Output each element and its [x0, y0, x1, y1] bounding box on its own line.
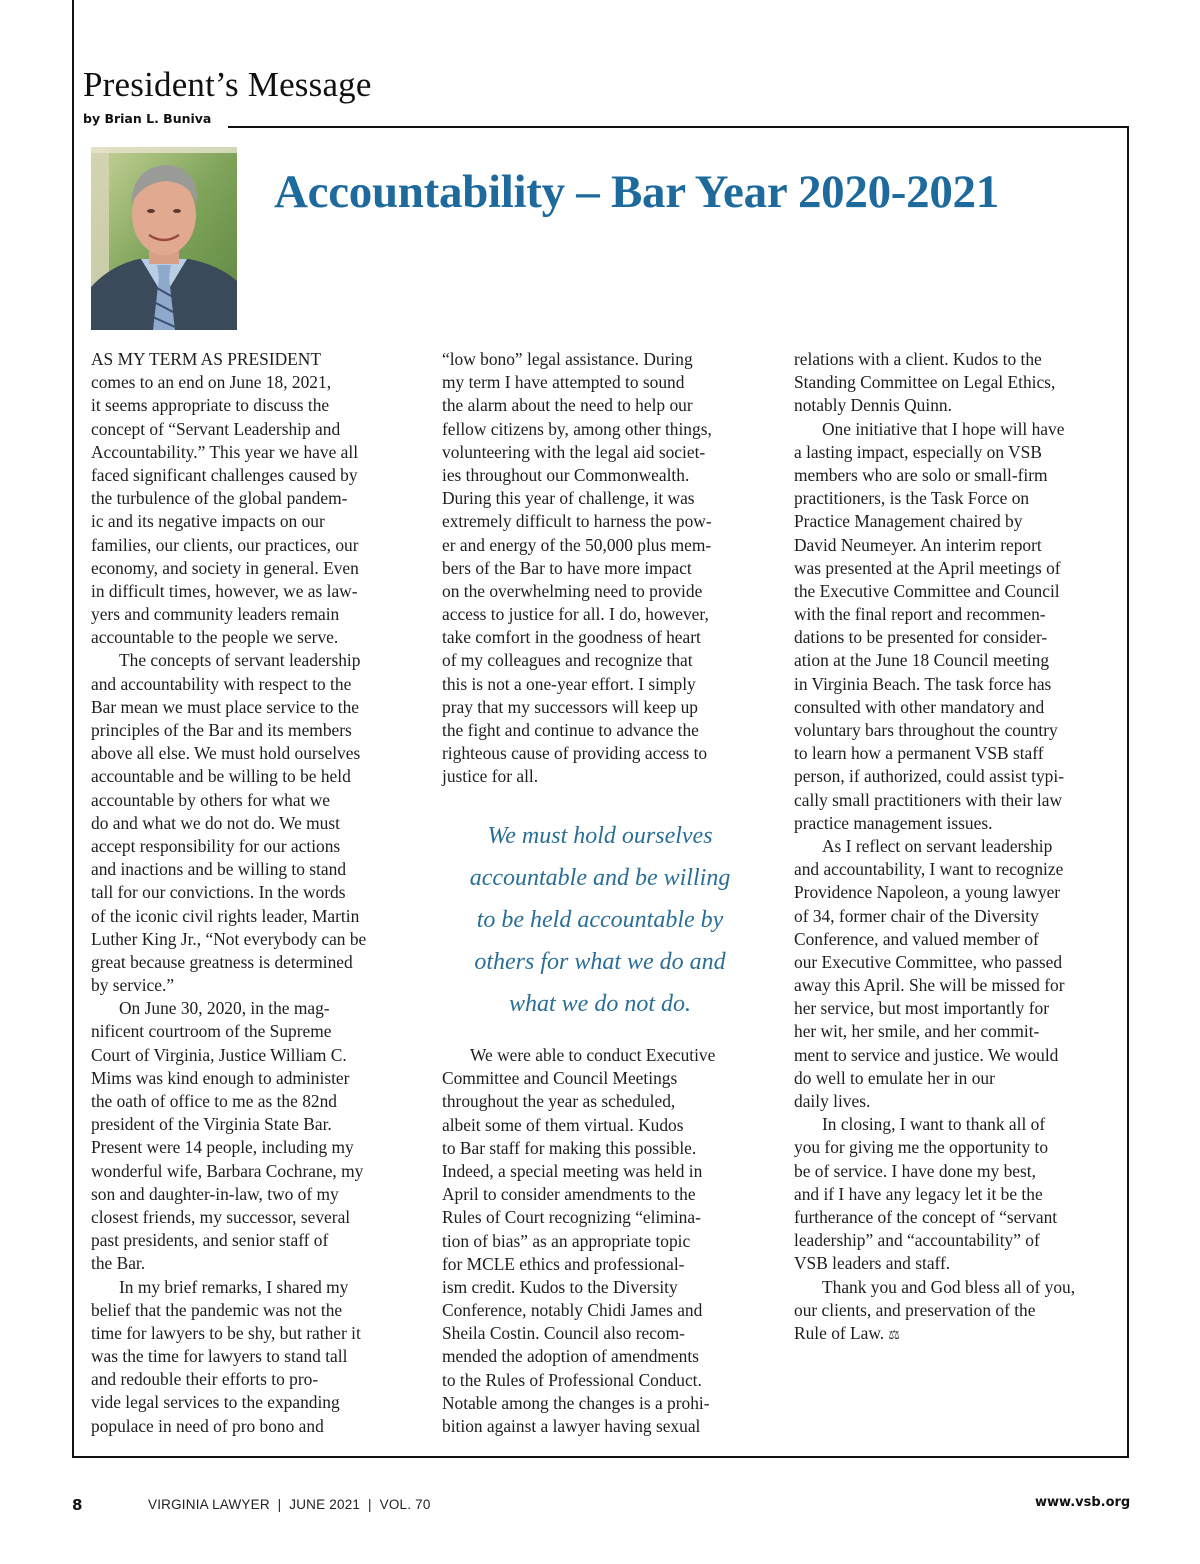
text-line: accountable to the people we serve.	[91, 627, 339, 648]
text-line: AS MY TERM AS PRESIDENT	[91, 349, 321, 369]
text-line: belief that the pandemic was not the	[91, 1299, 343, 1320]
frame-top-rule	[228, 126, 1128, 128]
pull-quote-line: We must hold ourselves	[487, 823, 713, 849]
text-line: notably Dennis Quinn.	[794, 395, 952, 416]
text-line: be of service. I have done my best,	[794, 1160, 1036, 1181]
text-line: members who are solo or small-firm	[794, 464, 1048, 485]
text-line: our clients, and preservation of the	[794, 1299, 1036, 1320]
text-line: daily lives.	[794, 1091, 871, 1111]
text-line: the oath of office to me as the 82nd	[91, 1091, 337, 1111]
text-line: Indeed, a special meeting was held in	[442, 1160, 703, 1181]
text-line: ies throughout our Commonwealth.	[442, 464, 690, 485]
text-line: the fight and continue to advance the	[442, 720, 699, 740]
text-line: consulted with other mandatory and	[794, 696, 1045, 717]
text-line: her service, but most importantly for	[794, 998, 1050, 1019]
text-line: Present were 14 people, including my	[91, 1137, 354, 1158]
text-line: accountable by others for what we	[91, 789, 331, 810]
text-line: On June 30, 2020, in the mag-	[119, 998, 330, 1019]
text-line: Court of Virginia, Justice William C.	[91, 1044, 347, 1065]
article-column-3	[794, 348, 1124, 1345]
text-line: person, if authorized, could assist typi-	[794, 766, 1064, 787]
text-line: closest friends, my successor, several	[91, 1206, 351, 1227]
text-line: Providence Napoleon, a young lawyer	[794, 882, 1061, 903]
text-line: in difficult times, however, we as law-	[91, 580, 358, 601]
text-line: The concepts of servant leadership	[119, 650, 361, 671]
text-line: was the time for lawyers to stand tall	[91, 1346, 348, 1367]
text-line: volunteering with the legal aid societ-	[442, 441, 706, 462]
text-line: accept responsibility for our actions	[91, 835, 341, 856]
publication-info: VIRGINIA LAWYER | JUNE 2021 | VOL. 70	[148, 1497, 431, 1512]
text-line: Notable among the changes is a prohi-	[442, 1392, 710, 1413]
text-line: of my colleagues and recognize that	[442, 650, 693, 671]
text-line: yers and community leaders remain	[91, 604, 340, 625]
text-line: ism credit. Kudos to the Diversity	[442, 1276, 678, 1297]
text-line: families, our clients, our practices, our	[91, 534, 359, 555]
text-line: voluntary bars throughout the country	[794, 720, 1058, 740]
text-line: the Bar.	[91, 1253, 146, 1274]
pull-quote-line: what we do not do.	[508, 991, 691, 1017]
text-line: justice for all.	[442, 766, 539, 787]
text-line: tall for our convictions. In the words	[91, 882, 346, 903]
text-line: past presidents, and senior staff of	[91, 1230, 329, 1251]
text-line: cally small practitioners with their law	[794, 789, 1063, 810]
text-line: comes to an end on June 18, 2021,	[91, 372, 332, 393]
text-line: pray that my successors will keep up	[442, 696, 698, 717]
text-line: ic and its negative impacts on our	[91, 511, 325, 532]
text-line: economy, and society in general. Even	[91, 557, 359, 578]
text-line: As I reflect on servant leadership	[822, 835, 1053, 856]
article-column-1	[91, 348, 421, 1438]
text-line: Committee and Council Meetings	[442, 1068, 678, 1089]
pull-quote-line: to be held accountable by	[476, 907, 724, 933]
text-line: my term I have attempted to sound	[442, 372, 685, 393]
text-line: principles of the Bar and its members	[91, 720, 352, 740]
text-line: bers of the Bar to have more impact	[442, 557, 692, 578]
text-line: in Virginia Beach. The task force has	[794, 673, 1052, 694]
text-line: with the final report and recommen-	[794, 604, 1046, 625]
text-line: to the Rules of Professional Conduct.	[442, 1369, 702, 1390]
text-line: April to consider amendments to the	[442, 1184, 696, 1205]
text-line: the alarm about the need to help our	[442, 395, 693, 416]
text-line: righteous cause of providing access to	[442, 743, 708, 764]
text-line: er and energy of the 50,000 plus mem-	[442, 534, 712, 555]
text-line: Practice Management chaired by	[794, 511, 1023, 532]
text-line: ation at the June 18 Council meeting	[794, 650, 1050, 671]
text-line: and if I have any legacy let it be the	[794, 1183, 1043, 1204]
text-line: a lasting impact, especially on VSB	[794, 441, 1042, 462]
text-line: to Bar staff for making this possible.	[442, 1137, 697, 1158]
text-line: accountable and be willing to be held	[91, 766, 351, 787]
text-line: In my brief remarks, I shared my	[119, 1276, 349, 1297]
text-line: by service.”	[91, 975, 175, 996]
section-title: President’s Message	[83, 65, 372, 104]
text-line: One initiative that I hope will have	[822, 418, 1065, 439]
text-line: Conference, and valued member of	[794, 928, 1039, 949]
text-line: Standing Committee on Legal Ethics,	[794, 372, 1056, 393]
text-line: and accountability with respect to the	[91, 673, 352, 694]
text-line: of 34, former chair of the Diversity	[794, 905, 1039, 926]
text-line: Luther King Jr., “Not everybody can be	[91, 928, 367, 949]
text-line: “low bono” legal assistance. During	[442, 349, 693, 369]
text-line: mended the adoption of amendments	[442, 1346, 699, 1367]
article-column-2-top	[442, 348, 772, 789]
text-line: the Executive Committee and Council	[794, 580, 1060, 601]
author-photo	[91, 147, 237, 330]
text-line: populace in need of pro bono and	[91, 1415, 324, 1436]
text-line: ment to service and justice. We would	[794, 1044, 1059, 1065]
text-line: VSB leaders and staff.	[794, 1253, 951, 1274]
text-line: for MCLE ethics and professional-	[442, 1253, 685, 1274]
text-line: Rule of Law. ⚖	[794, 1322, 900, 1343]
text-line: the turbulence of the global pandem-	[91, 488, 348, 509]
text-line: do well to emulate her in our	[794, 1067, 995, 1088]
text-line: great because greatness is determined	[91, 951, 353, 972]
pull-quote-line: accountable and be willing	[469, 865, 731, 891]
text-line: and accountability, I want to recognize	[794, 859, 1064, 880]
scales-of-justice-icon: ⚖	[884, 1327, 900, 1343]
pull-quote-line: others for what we do and	[474, 949, 726, 975]
text-line: bition against a lawyer having sexual	[442, 1416, 701, 1436]
author-byline: by Brian L. Buniva	[83, 111, 212, 126]
text-line: time for lawyers to be shy, but rather it	[91, 1322, 361, 1343]
text-line: you for giving me the opportunity to	[794, 1137, 1049, 1158]
text-line: albeit some of them virtual. Kudos	[442, 1114, 684, 1135]
text-line: and redouble their efforts to pro-	[91, 1369, 319, 1390]
text-line: dations to be presented for consider-	[794, 627, 1048, 648]
frame-right-rule	[1127, 126, 1129, 1457]
text-line: tion of bias” as an appropriate topic	[442, 1230, 691, 1251]
text-line: nificent courtroom of the Supreme	[91, 1021, 332, 1042]
text-line: Mims was kind enough to administer	[91, 1067, 350, 1088]
text-line: extremely difficult to harness the pow-	[442, 511, 712, 532]
text-line: it seems appropriate to discuss the	[91, 395, 330, 416]
website-link[interactable]: www.vsb.org	[1035, 1495, 1131, 1510]
article-column-2-bottom	[442, 1044, 772, 1438]
text-line: Rules of Court recognizing “elimina-	[442, 1207, 701, 1228]
frame-left-rule	[72, 0, 74, 1457]
text-line: Thank you and God bless all of you,	[822, 1276, 1076, 1297]
text-line: vide legal services to the expanding	[91, 1392, 340, 1413]
article-headline: Accountability – Bar Year 2020-2021	[274, 166, 999, 218]
text-line: of the iconic civil rights leader, Martin	[91, 905, 360, 926]
text-line: do and what we do not do. We must	[91, 812, 340, 833]
text-line: her wit, her smile, and her commit-	[794, 1021, 1040, 1042]
text-line: on the overwhelming need to provide	[442, 580, 703, 601]
text-line: In closing, I want to thank all of	[822, 1114, 1046, 1135]
text-line: wonderful wife, Barbara Cochrane, my	[91, 1160, 364, 1181]
text-line: away this April. She will be missed for	[794, 975, 1065, 996]
text-line: take comfort in the goodness of heart	[442, 627, 701, 648]
text-line: Accountability.” This year we have all	[91, 441, 359, 462]
text-line: Conference, notably Chidi James and	[442, 1300, 703, 1321]
text-line: was presented at the April meetings of	[794, 557, 1061, 578]
frame-bottom-rule	[72, 1456, 1129, 1458]
text-line: our Executive Committee, who passed	[794, 951, 1063, 972]
text-line: to learn how a permanent VSB staff	[794, 743, 1044, 764]
text-line: access to justice for all. I do, however,	[442, 604, 709, 625]
page-number: 8	[72, 1496, 83, 1514]
text-line: leadership” and “accountability” of	[794, 1230, 1040, 1251]
portrait-illustration-icon	[91, 147, 237, 330]
text-line: David Neumeyer. An interim report	[794, 534, 1042, 555]
text-line: above all else. We must hold ourselves	[91, 743, 361, 764]
text-line: furtherance of the concept of “servant	[794, 1206, 1058, 1227]
text-line: Sheila Costin. Council also recom-	[442, 1323, 685, 1344]
text-line: fellow citizens by, among other things,	[442, 418, 712, 439]
text-line: practice management issues.	[794, 812, 993, 833]
text-line: Bar mean we must place service to the	[91, 696, 360, 717]
pull-quote	[442, 815, 758, 1025]
text-line: and inactions and be willing to stand	[91, 859, 347, 880]
text-line: faced significant challenges caused by	[91, 464, 358, 485]
text-line: relations with a client. Kudos to the	[794, 349, 1042, 369]
text-line: practitioners, is the Task Force on	[794, 488, 1030, 509]
text-line: We were able to conduct Executive	[470, 1045, 716, 1065]
text-line: son and daughter-in-law, two of my	[91, 1183, 339, 1204]
text-line: During this year of challenge, it was	[442, 488, 695, 509]
text-line: throughout the year as scheduled,	[442, 1091, 676, 1112]
text-line: this is not a one-year effort. I simply	[442, 673, 696, 694]
text-line: president of the Virginia State Bar.	[91, 1114, 332, 1135]
text-line: concept of “Servant Leadership and	[91, 418, 341, 439]
